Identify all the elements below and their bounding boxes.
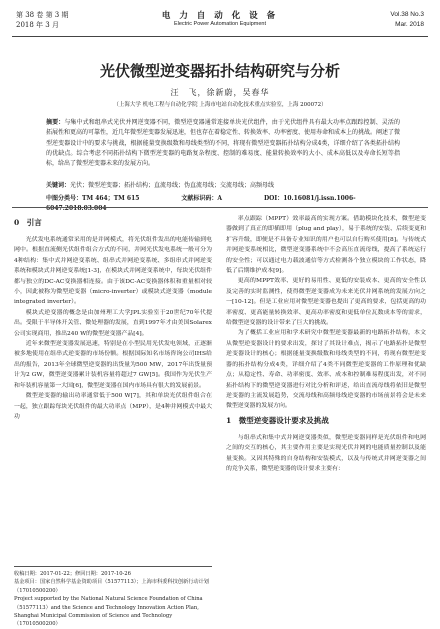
paragraph: 与组串式和集中式并网逆变器类似，微型逆变器同样是光伏组件和电网之间的交互的核心，其主要作用主要是实现光伏并网的电能质量控制以及能量变换。又因其特殊的自身结构和安装模式，以及与传统式并网逆变器之间的竞争关系，微型逆变器的设计要求主要有： [226, 434, 426, 472]
journal-name-en: Electric Power Automation Equipment [173, 21, 267, 27]
date-en: Mar. 2018 [395, 21, 424, 28]
paragraph: 近年来微型逆变器发展迅速，特别是在小型民用光伏发电领域，正逐渐被多地使用在组串式逆变器的市场份额。根据国际知名市场咨询公司IHS给出的报告，2013年全球微型逆变器的出货量为500 MW，2017年出货量预计为2 GW，微型逆变器累计装机容量将超过7 GW[5]。我国作为光伏生产和年装机容量第一大国[6]，微型逆变器在国内市场具有很大的发展前景。 [14, 341, 212, 389]
page-header [12, 6, 428, 37]
footnotes [14, 566, 212, 629]
abstract-label: 摘要： [46, 119, 65, 126]
classification-line [46, 194, 400, 214]
right-column [226, 214, 426, 474]
keywords-text: 光伏；微型逆变器；拓扑结构；直流母线；伪直流母线；交流母线；高频母线 [70, 182, 275, 189]
volume-issue-en: Vol.38 No.3 [390, 11, 424, 18]
doi: DOI：10.16081/j.issn.1006-6047.2018.03.004 [46, 195, 356, 212]
footnote-dates: 收稿日期：2017-01-22；修回日期：2017-10-26 [14, 571, 131, 577]
paper-authors: 汪 飞，徐新蔚，吴春华 [170, 88, 270, 97]
divider [12, 207, 428, 208]
paragraph: 为了概括工业应用和学术研究中微型逆变器最新的电路拓扑结构，本文从微型逆变器设计的要求出发，探讨了其设计难点，揭示了电路拓扑是微型逆变器设计的核心；根据能量变换级数和母线类型的不同，将现有微型逆变器的拓扑结构分成4类，详细介绍了4类不同微型逆变器的工作原理和优缺点；从稳定性、寿命、功率密度、效率、成本和控制难易程度出发，对不同拓扑结构下的微型逆变器进行对比分析和评述，给出直流母线将依旧是微型逆变器的主流发展趋势，交流母线和高频母线逆变器的市场前景将会是未来微型逆变器的发展方向。 [226, 330, 426, 410]
footnote-funding-cn: 基金项目：国家自然科学基金资助项目（51577113）；上海市科委科技创新行动计划（17010500200） [14, 579, 209, 594]
section-heading-intro: 0 引言 [14, 218, 42, 227]
abstract-text: 与集中式和组串式光伏并网逆变器不同，微型逆变器通常连接单块光伏组件，由于光伏组件具有最大功率点跟踪控制、灵活的拓展性和更高的可靠性，近几年微型逆变器发展迅速，但也存在着稳定性、转换效率、功率密度、使用寿命和成本上的挑战。阐述了微型逆变器设计中的要求与挑战，根据能量变换级数和母线类型的不同，将现有微型逆变器拓扑结构分成4类，详细介绍了各类拓扑结构的优缺点。综合考虑不同拓扑结构下微型逆变器的电路复杂程度、控制的难易度、能量转换效率的大小、成本高低以及寿命长短等指标，给出了微型逆变器未来的发展方向。 [46, 119, 401, 168]
journal-name-cn: 电 力 自 动 化 设 备 [161, 11, 279, 21]
document-code: 文献标识码：A [181, 195, 223, 202]
paragraph: 模块式逆变器的概念是由加州理工大学JPL实验室于20世纪70年代提出。受限于半导体开关管、微处理器的发展，直到1997年才由美国Solarex公司实现商用，推出240 W的微型逆变器产品[4]。 [14, 309, 212, 337]
clc-number: 中图分类号：TM 464；TM 615 [46, 195, 140, 202]
keywords [46, 181, 400, 191]
abstract [46, 118, 400, 169]
paragraph: 率点跟踪（MPPT）效率最高的实现方案。借助模块化技术，微型逆变器做到了真正的即插即用（plug and play），易于系统的安装、后续变更和扩容升级，即便是不具备专业知识的用户也可以自行购买使用[8]。与传统式并网逆变系统相比，微型逆变器系统中不会高压直流母线，提高了系统运行的安全性；可以通过电力载波通信等方式检测各个独立模块的工作状态，降低了后期维护成本[9]。 [226, 216, 426, 275]
footnote-funding-en: Project supported by the National Natural Science Foundation of China（51577113）and the Science and Technology Innovation Action Plan, Shanghai Municipal Commission of Science and Technology（17010500200） [14, 596, 203, 628]
paragraph: 光伏发电系统通常采用的是并网模式，将光伏组件发出的电能传输到电网中。根据直流侧光伏组件组合方式的不同，并网光伏发电系统一般可分为4种结构：集中式并网逆变系统、组串式并网逆变系统、多组串式并网逆变系统和模块式并网逆变系统[1-3]，在模块式并网逆变系统中，每块光伏组件都与独立的DC-AC变换器相连接。由于该DC-AC变换器体积和重量相对较小，因此被称为微型逆变器（micro-inverter）或模块式逆变器（module integrated inverter）。 [14, 237, 212, 306]
keywords-label: 关键词： [46, 182, 71, 189]
date-cn: 2018 年 3 月 [16, 21, 59, 29]
section-heading-1: 1 微型逆变器设计要求及挑战 [226, 415, 329, 425]
paragraph: 更高的MPPT效率、更好的易用性、更低的安装成本、更高的安全性以及完善的实时监测性，使得微型逆变器成为未来光伏并网系统的发展方向之一[10-12]。但是工业应用对微型逆变器也提出了更高的要求，包括更高的功率密度、更高能量转换效率、更高功率密度和更低单位瓦数成本等的需求，给微型逆变器的设计带来了巨大的挑战。 [226, 278, 426, 327]
paragraph: 微型逆变器的输出功率通常低于500 W[7]，其和单块光伏组件组合在一起，独立跟踪每块光伏组件的最大功率点（MPP），是4种并网模式中最大功 [14, 393, 212, 420]
paper-affiliation: （上海大学 机电工程与自动化学院 上海市电站自动化技术重点实验室，上海 200072） [113, 102, 327, 108]
header-right [390, 10, 424, 30]
paper-title: 光伏微型逆变器拓扑结构研究与分析 [99, 62, 340, 80]
volume-issue-cn: 第 38 卷 第 3 期 [16, 11, 69, 19]
left-column [14, 214, 212, 422]
